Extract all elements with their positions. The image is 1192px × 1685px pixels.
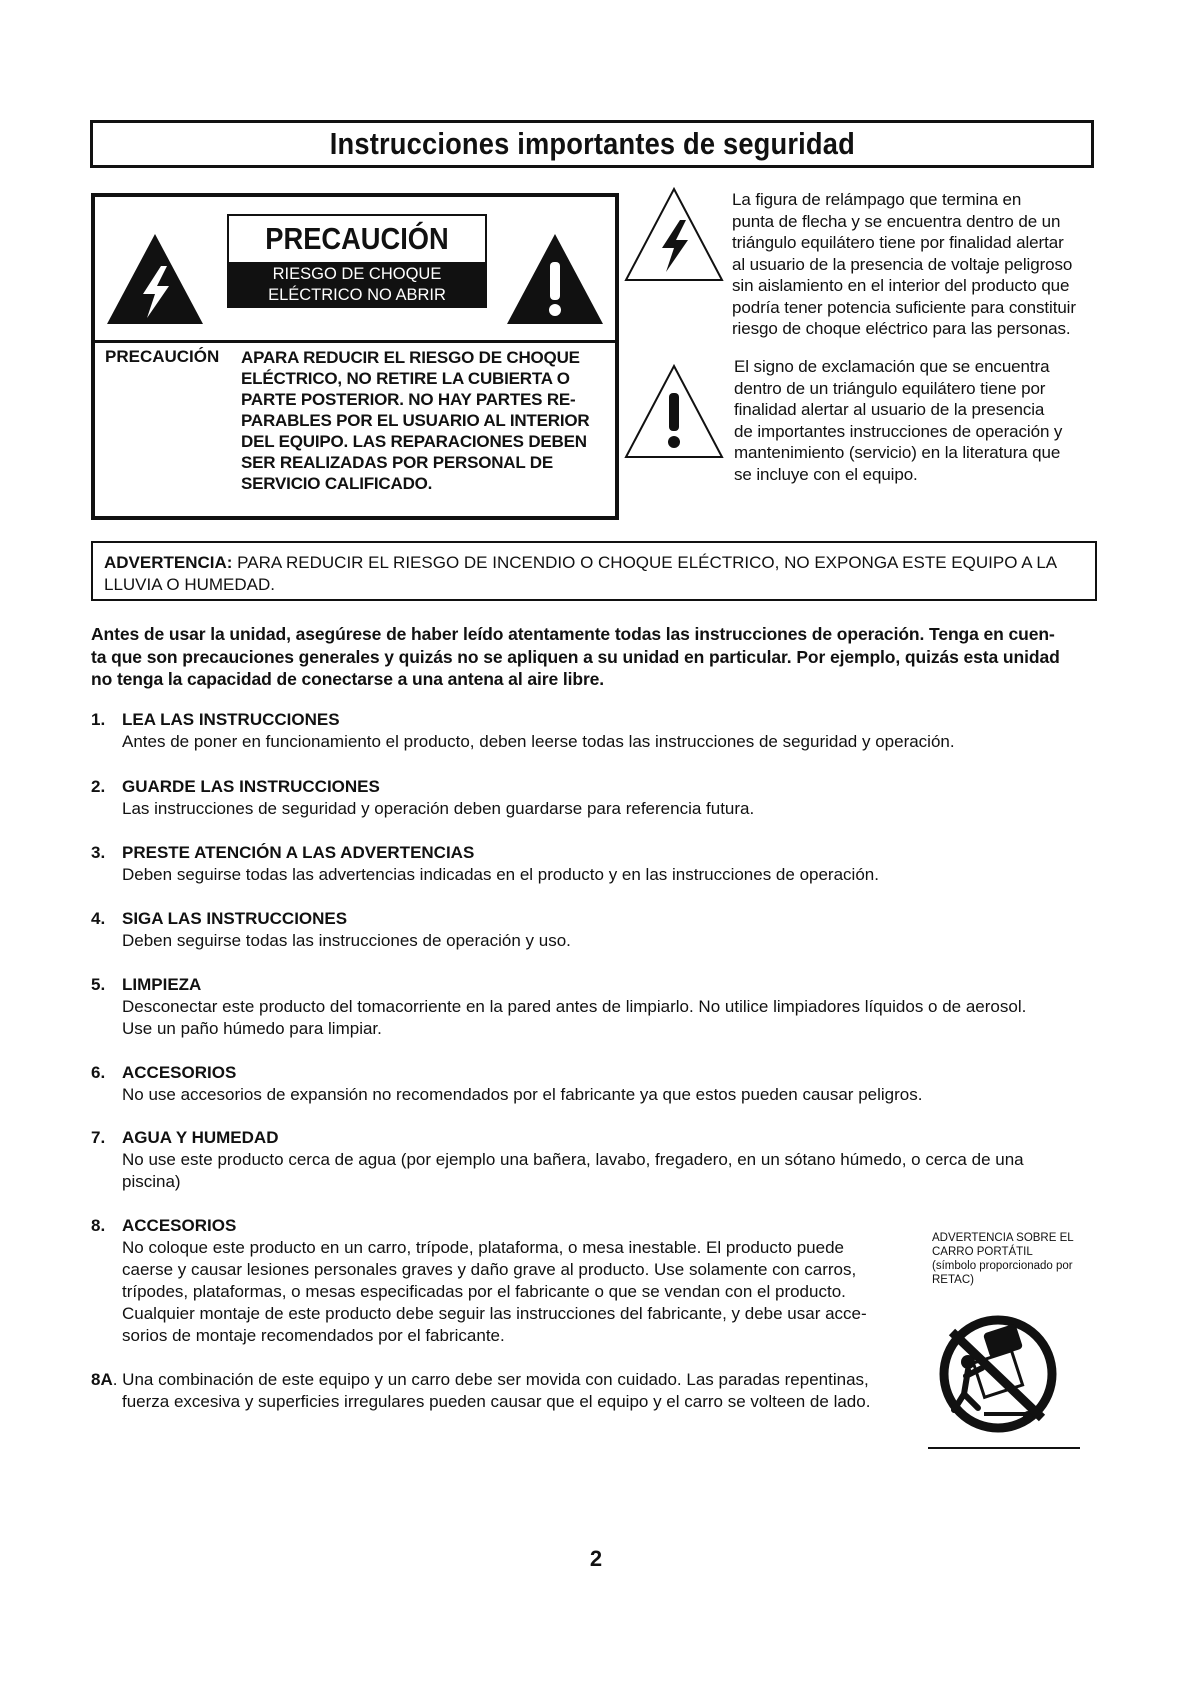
lightning-explanation [732,189,1102,340]
item-heading: LEA LAS INSTRUCCIONES [122,710,340,729]
title-box [90,120,1094,168]
cart-tip-over-icon [924,1310,1084,1452]
item-body: sorios de montaje recomendados por el fabricante. [122,1326,505,1345]
text-line: triángulo equilátero tiene por finalidad alertar [732,233,1064,252]
warning-line2: LLUVIA O HUMEDAD. [104,575,275,594]
caption-line: ADVERTENCIA SOBRE EL [932,1232,1074,1244]
warning-text: PARA REDUCIR EL RIESGO DE INCENDIO O CHOQUE ELÉCTRICO, NO EXPONGA ESTE EQUIPO A LA [232,553,1058,572]
item-number: 7. [91,1128,106,1147]
warning-label: ADVERTENCIA: [104,553,233,572]
item-body: caerse y causar lesiones personales graves y daño grave al producto. Use solamente con carros, [122,1260,857,1279]
list-item [91,776,1101,820]
text-line: al usuario de la presencia de voltaje peligroso [732,254,1073,274]
caution-label [227,214,487,308]
item-heading: PRESTE ATENCIÓN A LAS ADVERTENCIAS [122,843,475,862]
item-body: No coloque este producto en un carro, trípode, plataforma, o mesa inestable. El producto puede [122,1238,845,1257]
item-heading: LIMPIEZA [122,975,202,994]
text-line: dentro de un triángulo equilátero tiene por [734,378,1046,398]
caution-bottom-label: PRECAUCIÓN [105,347,220,366]
lightning-outline-icon [622,186,726,284]
item-body: Deben seguirse todas las advertencias indicadas en el producto y en las instrucciones de operación. [122,865,879,884]
list-item [91,1127,1101,1193]
list-item [91,709,1101,753]
warning-box [91,541,1097,601]
caption-line: CARRO PORTÁTIL [932,1246,1033,1258]
cart-warning-caption [932,1231,1102,1287]
text-line: La figura de relámpago que termina en [732,190,1022,209]
caution-box-top [95,197,615,343]
caution-label-heading: PRECAUCIÓN [265,221,449,256]
item-body: No use este producto cerca de agua (por ejemplo una bañera, lavabo, fregadero, en un sótano húmedo, o cerca de una [122,1150,1024,1169]
caution-label-line2: ELÉCTRICO NO ABRIR [268,286,446,304]
item-body: Desconectar este producto del tomacorriente en la pared antes de limpiarlo. No utilice limpiadores líquidos o de aerosol. [122,997,1027,1016]
item-body: Antes de poner en funcionamiento el producto, deben leerse todas las instrucciones de seguridad y operación. [122,732,955,751]
item-heading: GUARDE LAS INSTRUCCIONES [122,777,380,796]
exclamation-explanation [734,356,1104,485]
caution-label-sub [229,262,485,308]
page-title: Instrucciones importantes de seguridad [329,126,855,161]
item-number: 8A [91,1370,113,1389]
exclamation-warning-icon [505,232,605,327]
caution-bottom-text [241,347,611,494]
text-line: mantenimiento (servicio) en la literatura que [734,443,1061,462]
item-heading: ACCESORIOS [122,1063,237,1082]
caution-line: SERVICIO CALIFICADO. [241,474,433,493]
text-line: sin aislamiento en el interior del producto que [732,276,1070,295]
item-body: Cualquier montaje de este producto debe seguir las instrucciones del fabricante, y debe usar acce- [122,1304,867,1323]
item-number: 4. [91,909,106,928]
list-item [91,908,1101,952]
item-body: No use accesorios de expansión no recomendados por el fabricante ya que estos pueden causar peligros. [122,1085,923,1104]
caution-line: APARA REDUCIR EL RIESGO DE CHOQUE [241,348,580,367]
caution-line: ELÉCTRICO, NO RETIRE LA CUBIERTA O [241,369,570,388]
item-8a-line1 [91,1369,931,1391]
text-line: de importantes instrucciones de operación y [734,421,1063,441]
item-body: Deben seguirse todas las instrucciones de operación y uso. [122,931,571,950]
text-line: finalidad alertar al usuario de la presencia [734,400,1045,419]
caution-line: PARTE POSTERIOR. NO HAY PARTES RE- [241,390,576,409]
caution-box [91,193,619,520]
item-number: 5. [91,975,106,994]
caution-line: SER REALIZADAS POR PERSONAL DE [241,453,554,472]
text-line: se incluye con el equipo. [734,464,918,484]
item-number: 2. [91,777,106,796]
caption-line: RETAC) [932,1274,974,1286]
text-line: punta de flecha y se encuentra dentro de un [732,211,1061,231]
item-body: Las instrucciones de seguridad y operación deben guardarse para referencia futura. [122,799,755,818]
list-item [91,1062,1101,1106]
item-number: 6. [91,1063,106,1082]
intro-line: ta que son precauciones generales y quizás no se apliquen a su unidad en particular. Por ejemplo, quizás esta unidad [91,646,1060,667]
list-item [91,842,1101,886]
text-line: El signo de exclamación que se encuentra [734,357,1050,376]
warning-line1 [104,552,1084,574]
item-heading: ACCESORIOS [122,1216,237,1235]
intro-line: no tenga la capacidad de conectarse a una antena al aire libre. [91,669,605,689]
intro-line: Antes de usar la unidad, asegúrese de haber leído atentamente todas las instrucciones de operación. Tenga en cuen- [91,624,1055,644]
caption-line: (símbolo proporcionado por [932,1260,1073,1272]
item-body: trípodes, plataformas, o mesas especificadas por el fabricante o que se vendan con el producto. [122,1282,846,1301]
item-body: Use un paño húmedo para limpiar. [122,1019,382,1038]
exclamation-outline-icon [622,363,726,461]
list-item-8a [91,1369,931,1413]
caution-label-line1: RIESGO DE CHOQUE [272,265,442,283]
caution-line: DEL EQUIPO. LAS REPARACIONES DEBEN [241,432,587,451]
item-number: 3. [91,843,106,862]
item-8a-text: . Una combinación de este equipo y un carro debe ser movida con cuidado. Las paradas repentinas, [112,1370,869,1389]
text-line: podría tener potencia suficiente para constituir [732,297,1076,317]
caution-line: PARABLES POR EL USUARIO AL INTERIOR [241,411,590,430]
lightning-warning-icon [105,232,205,327]
item-8a-line2: fuerza excesiva y superficies irregulares pueden causar que el equipo y el carro se volteen de lado. [122,1392,871,1411]
item-heading: AGUA Y HUMEDAD [122,1128,279,1147]
list-item [91,1215,931,1347]
item-heading: SIGA LAS INSTRUCCIONES [122,909,348,928]
item-body: piscina) [122,1172,181,1191]
text-line: riesgo de choque eléctrico para las personas. [732,319,1071,338]
item-number: 8. [91,1216,106,1235]
item-number: 1. [91,710,106,729]
page-number: 2 [589,1546,603,1571]
intro-paragraph [91,623,1101,691]
list-item [91,974,1101,1040]
